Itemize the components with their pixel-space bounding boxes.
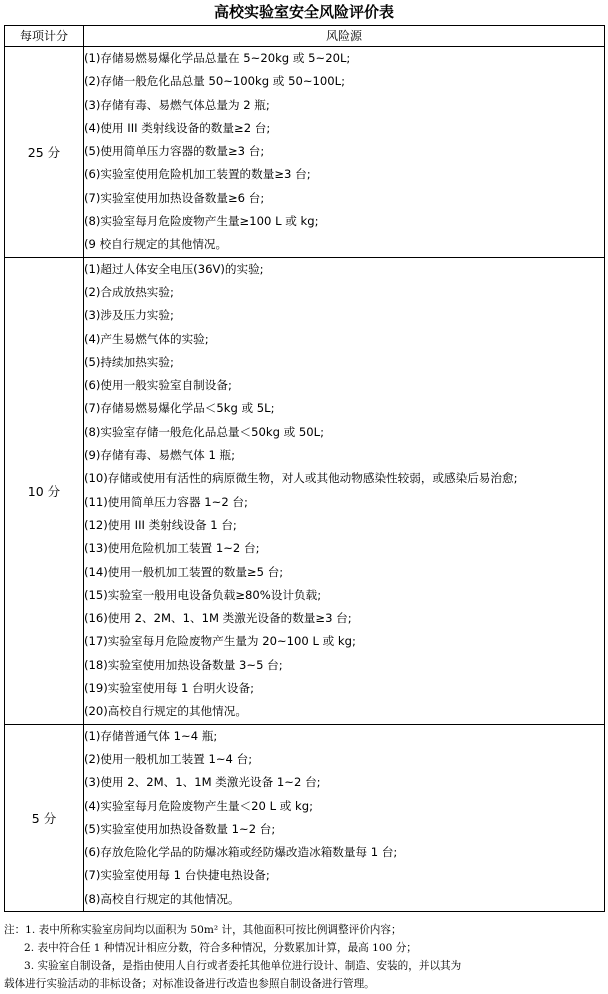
risk-item: (5)持续加热实验; [84, 354, 174, 369]
risk-item: (7)存储易燃易爆化学品＜5kg 或 5L; [84, 401, 275, 416]
risk-item: (10)存储或使用有活性的病原微生物，对人或其他动物感染性较弱，或感染后易治愈; [84, 471, 518, 486]
risk-item: (5)实验室使用加热设备数量 1~2 台; [84, 821, 276, 836]
risk-item: (1)存储易燃易爆化学品总量在 5~20kg 或 5~20L; [84, 51, 351, 65]
risk-item: (1)存储普通气体 1~4 瓶; [84, 728, 218, 743]
source-column-header: 风险源 [84, 26, 605, 47]
table-row [5, 724, 605, 911]
table-row [5, 47, 605, 258]
risk-item: (1)超过人体安全电压(36V)的实验; [84, 261, 264, 276]
risk-item: (9)存储有毒、易燃气体 1 瓶; [84, 448, 236, 463]
score-cell: 5 分 [5, 724, 84, 911]
risk-item: (8)实验室存储一般危化品总量＜50kg 或 50L; [84, 424, 325, 439]
footnote-line: 注：1. 表中所称实验室房间均以面积为 50m² 计，其他面积可按比例调整评价内容； [4, 924, 402, 936]
risk-item: (5)使用简单压力容器的数量≥3 台; [84, 144, 265, 159]
risk-item: (12)使用 III 类射线设备 1 台; [84, 517, 237, 532]
table-header-row [5, 26, 605, 47]
risk-items-cell [84, 724, 605, 911]
risk-item: (19)实验室使用每 1 台明火设备; [84, 681, 254, 696]
risk-item: (4)产生易燃气体的实验; [84, 331, 209, 346]
risk-item: (3)涉及压力实验; [84, 308, 174, 323]
risk-item: (8)高校自行规定的其他情况。 [84, 891, 240, 906]
risk-item: (15)实验室一般用电设备负载≥80%设计负载; [84, 587, 322, 602]
risk-item: (4)实验室每月危险废物产生量＜20 L 或 kg; [84, 798, 313, 813]
risk-item: (11)使用简单压力容器 1~2 台; [84, 494, 248, 509]
risk-item: (7)实验室使用每 1 台快捷电热设备; [84, 868, 270, 883]
score-cell: 25 分 [5, 47, 84, 258]
table-row [5, 257, 605, 724]
footnotes [4, 921, 604, 993]
risk-item: (8)实验室每月危险废物产生量≥100 L 或 kg; [84, 214, 319, 229]
risk-items-cell [84, 257, 605, 724]
risk-item: (3)存储有毒、易燃气体总量为 2 瓶; [84, 97, 270, 112]
risk-item: (18)实验室使用加热设备数量 3~5 台; [84, 657, 283, 672]
risk-item: (9 校自行规定的其他情况。 [84, 237, 228, 252]
risk-item: (6)使用一般实验室自制设备; [84, 378, 232, 393]
risk-item: (16)使用 2、2M、1、1M 类激光设备的数量≥3 台; [84, 611, 352, 626]
risk-item: (2)存储一般危化品总量 50~100kg 或 50~100L; [84, 74, 346, 89]
risk-table-body [5, 47, 605, 912]
footnote-line: 2. 表中符合任 1 种情况计相应分数，符合多种情况，分数累加计算，最高 100 分； [24, 942, 417, 954]
risk-item: (20)高校自行规定的其他情况。 [84, 704, 247, 719]
score-cell: 10 分 [5, 257, 84, 724]
risk-item: (14)使用一般机加工装置的数量≥5 台; [84, 564, 284, 579]
footnote-line: 载体进行实验活动的非标设备；对标准设备进行改造也参照自制设备进行管理。 [4, 978, 375, 990]
risk-item: (7)实验室使用加热设备数量≥6 台; [84, 190, 265, 205]
risk-item: (6)存放危险化学品的防爆冰箱或经防爆改造冰箱数量每 1 台; [84, 845, 398, 860]
risk-item: (6)实验室使用危险机加工装置的数量≥3 台; [84, 167, 311, 182]
risk-item: (3)使用 2、2M、1、1M 类激光设备 1~2 台; [84, 775, 321, 790]
risk-item: (2)合成放热实验; [84, 284, 174, 299]
risk-item: (17)实验室每月危险废物产生量为 20~100 L 或 kg; [84, 634, 356, 649]
score-column-header: 每项计分 [5, 26, 84, 47]
footnote-line: 3. 实验室自制设备，是指由使用人自行或者委托其他单位进行设计、制造、安装的，并以其为 [24, 960, 462, 972]
risk-item: (2)使用一般机加工装置 1~4 台; [84, 751, 253, 766]
risk-item: (4)使用 III 类射线设备的数量≥2 台; [84, 120, 271, 135]
risk-table [4, 25, 605, 912]
risk-item: (13)使用危险机加工装置 1~2 台; [84, 541, 260, 556]
risk-items-cell [84, 47, 605, 258]
page-title: 高校实验室安全风险评价表 [213, 3, 394, 21]
